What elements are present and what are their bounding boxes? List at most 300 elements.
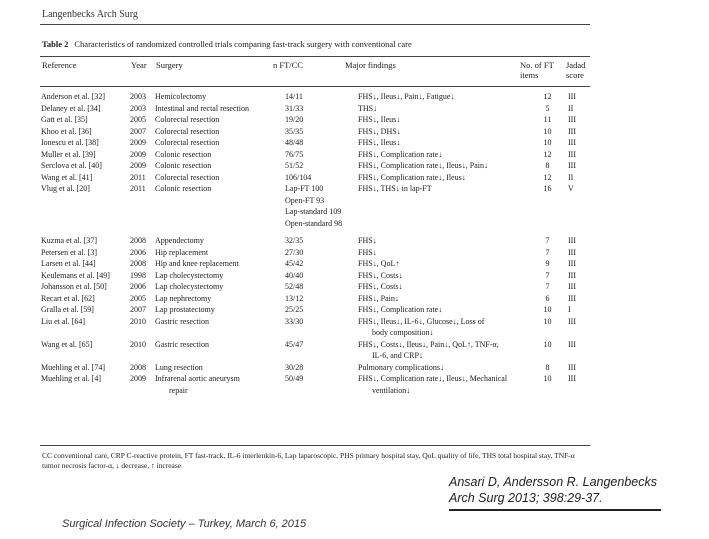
cell-findings bbox=[358, 218, 533, 230]
cell-findings bbox=[358, 316, 533, 339]
cell-year-text: 2010 bbox=[130, 316, 146, 326]
cell-findings-text: FHS↓, Complication rate↓ bbox=[358, 305, 443, 314]
cell-findings bbox=[358, 137, 533, 149]
cell-findings bbox=[358, 160, 533, 172]
cell-findings bbox=[358, 206, 533, 218]
cell-items-text: 5 bbox=[545, 103, 550, 113]
header-jadad: Jadad score bbox=[566, 60, 586, 80]
cell-jadad bbox=[562, 195, 590, 207]
cell-items bbox=[533, 91, 562, 103]
cell-findings-text: Pulmonary complications↓ bbox=[358, 362, 444, 372]
cell-jadad-text: III bbox=[568, 236, 576, 245]
table-caption-text: Characteristics of randomized controlled trials comparing fast-track surgery with conventional care bbox=[74, 39, 412, 49]
cell-reference bbox=[41, 362, 130, 374]
cell-jadad-text: III bbox=[568, 270, 576, 280]
header-bottom-rule bbox=[40, 86, 590, 87]
cell-findings bbox=[358, 114, 533, 126]
cell-surgery-text: Hip replacement bbox=[155, 247, 209, 257]
table-row bbox=[41, 103, 590, 115]
cell-reference-text: Muller et al. [39] bbox=[41, 149, 96, 159]
cell-surgery bbox=[155, 247, 285, 259]
cell-jadad bbox=[562, 160, 590, 172]
cell-year-text: 2003 bbox=[130, 103, 146, 113]
cell-findings bbox=[358, 172, 533, 184]
table-row bbox=[41, 126, 590, 138]
cell-reference bbox=[41, 270, 130, 282]
cell-jadad-text: III bbox=[568, 247, 576, 257]
cell-reference-text: Serclova et al. [40] bbox=[41, 161, 102, 170]
cell-year bbox=[130, 258, 155, 270]
cell-items bbox=[533, 206, 562, 218]
cell-jadad bbox=[562, 218, 590, 230]
cell-jadad-text: III bbox=[568, 138, 576, 147]
cell-n bbox=[285, 91, 358, 103]
header-items: No. of FT items bbox=[520, 60, 554, 80]
cell-findings-text: FHS↓, Complication rate↓, Ileus↓, Pain↓ bbox=[358, 161, 488, 170]
cell-jadad bbox=[562, 103, 590, 115]
cell-year bbox=[130, 316, 155, 339]
cell-findings bbox=[358, 235, 533, 247]
cell-n-text: 31/33 bbox=[285, 103, 304, 113]
cell-n bbox=[285, 160, 358, 172]
cell-reference-text: Petersen et al. [3] bbox=[41, 247, 97, 257]
cell-items-text: 7 bbox=[545, 282, 550, 291]
cell-year-text: 2005 bbox=[130, 115, 146, 124]
cell-n bbox=[285, 172, 358, 184]
cell-reference-text: Kuzma et al. [37] bbox=[41, 236, 97, 245]
cell-jadad-text: III bbox=[568, 362, 576, 372]
cell-year bbox=[130, 195, 155, 207]
cell-findings-text: THS↓ bbox=[358, 103, 378, 113]
cell-findings bbox=[358, 362, 533, 374]
cell-reference bbox=[41, 114, 130, 126]
table-row bbox=[41, 235, 590, 247]
cell-items bbox=[533, 114, 562, 126]
cell-year-text: 2006 bbox=[130, 282, 146, 291]
cell-items-text: 9 bbox=[545, 259, 550, 268]
cell-surgery bbox=[155, 270, 285, 282]
cell-items bbox=[533, 258, 562, 270]
table-row bbox=[41, 137, 590, 149]
table-row bbox=[41, 270, 590, 282]
cell-findings-text: FHS↓, Costs↓ bbox=[358, 282, 403, 291]
cell-items-text: 10 bbox=[543, 374, 552, 383]
cell-year bbox=[130, 270, 155, 282]
cell-n-text: 50/49 bbox=[285, 374, 304, 383]
cell-jadad-text: III bbox=[568, 126, 576, 136]
table-row bbox=[41, 206, 590, 218]
cell-n-text: 106/104 bbox=[285, 172, 312, 182]
cell-year bbox=[130, 373, 155, 396]
cell-jadad bbox=[562, 316, 590, 339]
cell-reference bbox=[41, 195, 130, 207]
cell-surgery bbox=[155, 183, 285, 195]
cell-surgery bbox=[155, 218, 285, 230]
cell-reference-text: Gralla et al. [59] bbox=[41, 305, 94, 314]
cell-n bbox=[285, 258, 358, 270]
cell-reference-text: Muehling et al. [74] bbox=[41, 362, 105, 372]
cell-year bbox=[130, 103, 155, 115]
cell-year bbox=[130, 160, 155, 172]
cell-reference-text: Delaney et al. [34] bbox=[41, 103, 101, 113]
cell-findings bbox=[358, 293, 533, 305]
cell-n bbox=[285, 270, 358, 282]
cell-n-text: Open-FT 93 bbox=[285, 195, 325, 205]
cell-findings-text: FHS↓, Complication rate↓, Ileus↓, Mechanical bbox=[358, 374, 508, 383]
cell-n bbox=[285, 304, 358, 316]
cell-year bbox=[130, 91, 155, 103]
cell-items-text: 11 bbox=[543, 115, 552, 124]
cell-year-text: 2008 bbox=[130, 362, 146, 372]
cell-year-text: 2009 bbox=[130, 138, 146, 147]
cell-reference-text: Wang et al. [41] bbox=[41, 172, 93, 182]
cell-jadad bbox=[562, 281, 590, 293]
citation-line-1: Ansari D, Andersson R. Langenbecks bbox=[449, 475, 657, 489]
cell-n-text: Lap-standard 109 bbox=[285, 207, 342, 216]
cell-items bbox=[533, 103, 562, 115]
cell-surgery-continuation: repair bbox=[169, 385, 188, 395]
cell-items-text: 10 bbox=[543, 339, 552, 349]
header-reference: Reference bbox=[42, 60, 77, 70]
cell-jadad bbox=[562, 247, 590, 259]
cell-n bbox=[285, 114, 358, 126]
cell-reference bbox=[41, 91, 130, 103]
cell-jadad-text: III bbox=[568, 92, 576, 101]
cell-jadad-text: III bbox=[568, 282, 576, 291]
cell-n bbox=[285, 281, 358, 293]
cell-findings bbox=[358, 103, 533, 115]
cell-reference bbox=[41, 149, 130, 161]
cell-reference bbox=[41, 137, 130, 149]
cell-jadad-text: III bbox=[568, 316, 576, 326]
table-row bbox=[41, 160, 590, 172]
cell-surgery-text: Lap cholecystectomy bbox=[155, 282, 224, 291]
cell-n-text: 76/75 bbox=[285, 149, 304, 159]
cell-reference bbox=[41, 183, 130, 195]
cell-findings-text: FHS↓, DHS↓ bbox=[358, 126, 401, 136]
cell-items bbox=[533, 137, 562, 149]
cell-findings-text: FHS↓, Complication rate↓, Ileus↓ bbox=[358, 172, 466, 182]
cell-year-text: 2009 bbox=[130, 161, 146, 170]
cell-n-text: 27/30 bbox=[285, 247, 304, 257]
cell-year-text: 2011 bbox=[130, 172, 146, 182]
cell-n-text: 33/30 bbox=[285, 316, 304, 326]
cell-year bbox=[130, 126, 155, 138]
cell-jadad-text: III bbox=[568, 115, 576, 124]
cell-findings-continuation: ventilation↓ bbox=[372, 385, 411, 395]
cell-n-text: 32/35 bbox=[285, 236, 304, 245]
cell-n bbox=[285, 126, 358, 138]
cell-reference bbox=[41, 218, 130, 230]
cell-findings bbox=[358, 126, 533, 138]
cell-surgery bbox=[155, 339, 285, 362]
cell-jadad-text: III bbox=[568, 339, 576, 349]
header-top-rule bbox=[40, 56, 590, 57]
cell-n-text: 19/20 bbox=[285, 115, 304, 124]
cell-n-text: 35/35 bbox=[285, 126, 304, 136]
cell-surgery bbox=[155, 304, 285, 316]
table-row bbox=[41, 149, 590, 161]
cell-year-text: 2003 bbox=[130, 92, 146, 101]
citation bbox=[449, 474, 657, 506]
cell-n bbox=[285, 247, 358, 259]
cell-reference-text: Recart et al. [62] bbox=[41, 293, 95, 303]
cell-surgery bbox=[155, 114, 285, 126]
cell-items-text: 12 bbox=[543, 172, 552, 182]
cell-year bbox=[130, 281, 155, 293]
cell-items bbox=[533, 339, 562, 362]
cell-reference-text: Larsen et al. [44] bbox=[41, 259, 96, 268]
table-row bbox=[41, 91, 590, 103]
cell-n bbox=[285, 235, 358, 247]
cell-surgery-text: Gastric resection bbox=[155, 339, 209, 349]
cell-surgery bbox=[155, 103, 285, 115]
cell-surgery-text: Lap cholecystectomy bbox=[155, 270, 224, 280]
cell-reference bbox=[41, 304, 130, 316]
cell-surgery-text: Colorectal resection bbox=[155, 115, 220, 124]
cell-jadad bbox=[562, 172, 590, 184]
cell-items-text: 10 bbox=[543, 316, 552, 326]
header-surgery: Surgery bbox=[156, 60, 183, 70]
cell-jadad-text: III bbox=[568, 161, 576, 170]
cell-findings bbox=[358, 183, 533, 195]
cell-year-text: 2009 bbox=[130, 374, 146, 383]
slide-footer: Surgical Infection Society – Turkey, March 6, 2015 bbox=[62, 518, 307, 530]
cell-jadad bbox=[562, 339, 590, 362]
cell-n bbox=[285, 103, 358, 115]
cell-findings-text: FHS↓, THS↓ in lap-FT bbox=[358, 184, 432, 193]
cell-items bbox=[533, 270, 562, 282]
cell-jadad bbox=[562, 270, 590, 282]
cell-items bbox=[533, 362, 562, 374]
cell-findings bbox=[358, 195, 533, 207]
cell-surgery bbox=[155, 293, 285, 305]
cell-n bbox=[285, 218, 358, 230]
cell-findings-continuation: IL-6, and CRP↓ bbox=[372, 351, 423, 360]
cell-findings bbox=[358, 149, 533, 161]
cell-jadad bbox=[562, 304, 590, 316]
table-row bbox=[41, 281, 590, 293]
cell-year bbox=[130, 362, 155, 374]
header-year: Year bbox=[131, 60, 147, 70]
cell-year bbox=[130, 114, 155, 126]
table-row bbox=[41, 195, 590, 207]
table-row bbox=[41, 293, 590, 305]
cell-surgery-text: Intestinal and rectal resection bbox=[155, 103, 249, 113]
cell-jadad bbox=[562, 293, 590, 305]
cell-surgery bbox=[155, 362, 285, 374]
cell-items bbox=[533, 149, 562, 161]
cell-reference bbox=[41, 373, 130, 396]
cell-n-text: Lap-FT 100 bbox=[285, 184, 324, 193]
cell-surgery-text: Colorectal resection bbox=[155, 138, 220, 147]
table-bottom-rule bbox=[40, 445, 590, 446]
cell-surgery-text: Lap nephrectomy bbox=[155, 293, 212, 303]
top-rule bbox=[40, 24, 590, 25]
cell-surgery-text: Appendectomy bbox=[155, 236, 204, 245]
cell-year-text: 2008 bbox=[130, 236, 146, 245]
cell-surgery-text: Colonic resection bbox=[155, 149, 212, 159]
table-caption bbox=[42, 39, 412, 49]
cell-findings bbox=[358, 339, 533, 362]
cell-jadad bbox=[562, 149, 590, 161]
cell-jadad-text: III bbox=[568, 149, 576, 159]
cell-surgery-text: Colonic resection bbox=[155, 184, 212, 193]
cell-reference-text: Liu et al. [64] bbox=[41, 316, 85, 326]
cell-items bbox=[533, 218, 562, 230]
cell-items bbox=[533, 247, 562, 259]
cell-findings-text: FHS↓, Pain↓ bbox=[358, 293, 399, 303]
cell-items bbox=[533, 281, 562, 293]
citation-underline bbox=[449, 509, 661, 511]
table-row bbox=[41, 304, 590, 316]
cell-items bbox=[533, 160, 562, 172]
header-findings: Major findings bbox=[345, 60, 396, 70]
cell-items-text: 16 bbox=[543, 184, 552, 193]
cell-surgery bbox=[155, 91, 285, 103]
cell-surgery-text: Colonic resection bbox=[155, 161, 212, 170]
cell-n bbox=[285, 293, 358, 305]
cell-n bbox=[285, 137, 358, 149]
cell-surgery bbox=[155, 206, 285, 218]
cell-n-text: 45/42 bbox=[285, 259, 304, 268]
cell-n-text: Open-standard 98 bbox=[285, 218, 343, 228]
cell-year bbox=[130, 304, 155, 316]
cell-findings-text: FHS↓, Costs↓ bbox=[358, 270, 403, 280]
cell-n bbox=[285, 373, 358, 396]
cell-jadad bbox=[562, 91, 590, 103]
cell-findings-text: FHS↓, Ileus↓, IL-6↓, Glucose↓, Loss of bbox=[358, 316, 485, 326]
cell-n bbox=[285, 316, 358, 339]
cell-n-text: 40/40 bbox=[285, 270, 304, 280]
cell-n bbox=[285, 195, 358, 207]
cell-n bbox=[285, 362, 358, 374]
cell-surgery-text: Lung resection bbox=[155, 362, 203, 372]
cell-surgery-text: Lap prostatectomy bbox=[155, 305, 215, 314]
cell-n-text: 51/52 bbox=[285, 161, 304, 170]
table-row bbox=[41, 362, 590, 374]
cell-jadad bbox=[562, 126, 590, 138]
table-row bbox=[41, 183, 590, 195]
table-row bbox=[41, 218, 590, 230]
cell-reference bbox=[41, 103, 130, 115]
cell-reference-text: Vlug et al. [20] bbox=[41, 184, 90, 193]
cell-surgery-text: Colorectal resection bbox=[155, 172, 220, 182]
cell-surgery bbox=[155, 126, 285, 138]
cell-findings-text: FHS↓, Ileus↓ bbox=[358, 115, 401, 124]
cell-n bbox=[285, 206, 358, 218]
cell-items-text: 12 bbox=[543, 92, 552, 101]
cell-jadad-text: V bbox=[568, 184, 574, 193]
cell-surgery-text: Gastric resection bbox=[155, 316, 209, 326]
cell-year bbox=[130, 183, 155, 195]
cell-n-text: 25/25 bbox=[285, 305, 304, 314]
cell-reference bbox=[41, 172, 130, 184]
cell-items-text: 7 bbox=[545, 270, 550, 280]
cell-year bbox=[130, 247, 155, 259]
cell-items-text: 10 bbox=[543, 138, 552, 147]
cell-surgery-text: Hip and knee replacement bbox=[155, 259, 239, 268]
cell-surgery bbox=[155, 316, 285, 339]
cell-findings-text: FHS↓, Complication rate↓ bbox=[358, 149, 443, 159]
table-row bbox=[41, 172, 590, 184]
cell-jadad-text: III bbox=[568, 293, 576, 303]
cell-findings bbox=[358, 270, 533, 282]
cell-reference-text: Johansson et al. [50] bbox=[41, 282, 107, 291]
cell-n bbox=[285, 183, 358, 195]
cell-jadad bbox=[562, 373, 590, 396]
cell-items-text: 8 bbox=[545, 362, 550, 372]
cell-items bbox=[533, 195, 562, 207]
cell-year bbox=[130, 149, 155, 161]
cell-findings-text: FHS↓, Costs↓, Ileus↓, Pain↓, QoL↑, TNF-α, bbox=[358, 339, 499, 349]
cell-reference bbox=[41, 316, 130, 339]
cell-items bbox=[533, 316, 562, 339]
cell-n-text: 48/48 bbox=[285, 138, 304, 147]
cell-items bbox=[533, 126, 562, 138]
cell-n-text: 52/48 bbox=[285, 282, 304, 291]
cell-year bbox=[130, 235, 155, 247]
table-row bbox=[41, 114, 590, 126]
cell-reference bbox=[41, 258, 130, 270]
cell-reference-text: Keulemans et al. [49] bbox=[41, 270, 110, 280]
cell-year-text: 2007 bbox=[130, 126, 146, 136]
cell-jadad-text: I bbox=[568, 305, 571, 314]
cell-reference bbox=[41, 293, 130, 305]
cell-items-text: 12 bbox=[543, 149, 552, 159]
cell-reference bbox=[41, 281, 130, 293]
cell-year bbox=[130, 206, 155, 218]
cell-items-text: 8 bbox=[545, 161, 550, 170]
cell-reference-text: Ionescu et al. [38] bbox=[41, 138, 99, 147]
cell-items bbox=[533, 304, 562, 316]
cell-surgery bbox=[155, 281, 285, 293]
cell-surgery bbox=[155, 195, 285, 207]
cell-year bbox=[130, 339, 155, 362]
cell-n-text: 45/47 bbox=[285, 339, 304, 349]
journal-header: Langenbecks Arch Surg bbox=[42, 9, 138, 20]
cell-n-text: 13/12 bbox=[285, 293, 304, 303]
table-row bbox=[41, 316, 590, 339]
cell-findings bbox=[358, 258, 533, 270]
cell-surgery bbox=[155, 373, 285, 396]
cell-reference bbox=[41, 126, 130, 138]
cell-n-text: 14/11 bbox=[285, 92, 303, 101]
cell-findings bbox=[358, 247, 533, 259]
cell-year-text: 2011 bbox=[130, 184, 146, 193]
cell-jadad-text: III bbox=[568, 374, 576, 383]
cell-surgery bbox=[155, 137, 285, 149]
cell-reference bbox=[41, 247, 130, 259]
cell-reference-text: Gatt et al. [35] bbox=[41, 115, 88, 124]
cell-year bbox=[130, 293, 155, 305]
cell-jadad bbox=[562, 235, 590, 247]
cell-jadad bbox=[562, 137, 590, 149]
cell-jadad-text: II bbox=[568, 172, 574, 182]
cell-n bbox=[285, 149, 358, 161]
cell-year-text: 2006 bbox=[130, 247, 146, 257]
cell-items-text: 10 bbox=[543, 305, 552, 314]
cell-surgery bbox=[155, 258, 285, 270]
header-n: n FT/CC bbox=[273, 60, 303, 70]
cell-items bbox=[533, 235, 562, 247]
cell-n bbox=[285, 339, 358, 362]
table-footnote: CC conventional care, CRP C-reactive protein, FT fast-track, IL-6 interleukin-6, Lap laparoscopic, PHS primary hospital stay, QoL quality of life, THS total hospital stay, TNF-α tumor necrosis factor-α, ↓ decrease, ↑ increase bbox=[42, 451, 575, 470]
cell-items-text: 6 bbox=[545, 293, 550, 303]
cell-items-text: 7 bbox=[545, 247, 550, 257]
cell-surgery-text: Infrarenal aortic aneurysm bbox=[155, 374, 240, 383]
cell-findings bbox=[358, 304, 533, 316]
